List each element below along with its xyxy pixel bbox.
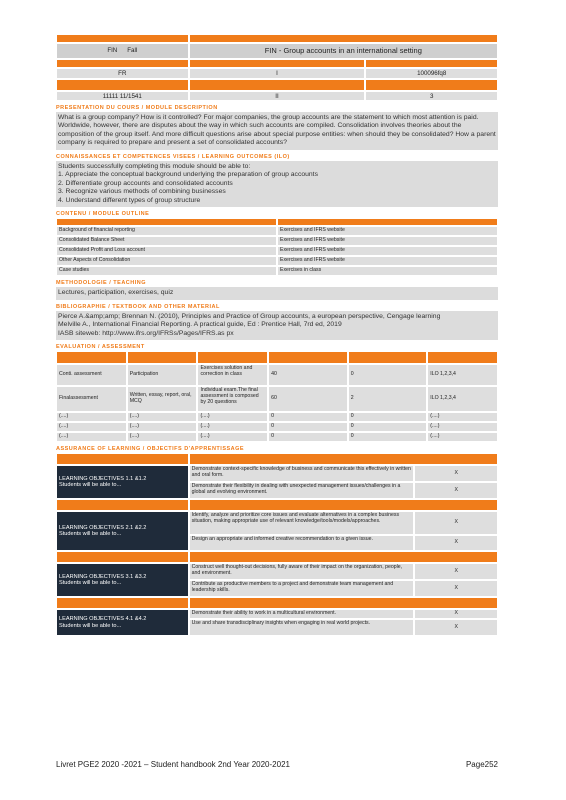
assurance-block: LEARNING OBJECTIVES 3.1 &3.2 Students will be able to... Construct well thought-out decisions, fully aware of their impact on the organization, people, and environment. X Contribute as productive members to a project and demonstrate team management and leadership skills. X: [56, 563, 498, 597]
assurance-block: LEARNING OBJECTIVES 2.1 &2.2 Students will be able to... Identify, analyze and prioritize core issues and evaluate alternatives in a complex business situation, making appropriate use of relevant knowledge/tools/models/approaches. X Design an appropriate and informed creative recommendation to a given issue. X: [56, 511, 498, 551]
outcome-item: 2. Differentiate group accounts and consolidated accounts: [58, 179, 233, 187]
bibliography-line: Pierce A.&amp;amp; Brennan N. (2010), Principles and Practice of Group accounts, a european perspective, Cengage learning: [58, 312, 441, 320]
outcomes-body: [56, 161, 498, 207]
check-mark: X: [414, 580, 498, 597]
course-sheet: [56, 34, 498, 636]
table-row: (....) (....) (....) 0 0 (....): [56, 432, 498, 442]
outcomes-title: CONNAISSANCES ET COMPETENCES VISEES / LEARNING OUTCOMES (ILO): [56, 153, 290, 160]
presentation-title: PRESENTATION DU COURS / MODULE DESCRIPTION: [56, 105, 218, 111]
course-semester: Fall: [127, 47, 138, 55]
footer-handbook-label: Livret PGE2 2020 -2021 – Student handbook 2nd Year 2020-2021: [56, 760, 290, 769]
credits-value: 3: [365, 91, 498, 101]
page-footer: [56, 760, 498, 769]
bibliography-line: Melville A., International Financial Reporting. A practical guide, Ed : Prentice Hall, 7rd ed, 2019: [58, 321, 342, 329]
objective-sub: Students will be able to...: [59, 531, 122, 538]
content-title: CONTENU / MODULE OUTLINE: [56, 211, 150, 218]
table-row: Case studies Exercises in class: [56, 266, 498, 276]
level-value: I: [189, 68, 366, 79]
bibliography-body: [56, 311, 498, 340]
table-row: Finalassessment Written, essay, report, oral, MCQ Individual exam.The final assessment is composed by 20 questions 60 2 ILO 1,2,3,4: [56, 386, 498, 412]
header-row-2-labels: [56, 59, 498, 68]
course-code: FIN: [107, 47, 118, 55]
check-mark: X: [414, 619, 498, 636]
objective-sub: Students will be able to...: [59, 622, 122, 629]
evaluation-title: EVALUATION / ASSESSMENT: [56, 344, 145, 351]
outcome-item: 1. Appreciate the conceptual background underlying the preparation of group accounts: [58, 171, 318, 179]
header-row-2-values: [56, 68, 498, 79]
bibliography-title: BIBLIOGRAPHIE / TEXTBOOK AND OTHER MATERIAL: [56, 303, 220, 310]
hours-value: 11111 11/1541: [56, 91, 189, 101]
table-row: Consolidated Balance Sheet Exercises and IFRS website: [56, 236, 498, 246]
methodology-text: Lectures, participation, exercises, quiz: [56, 287, 498, 299]
evaluation-table: [56, 351, 498, 442]
header-row-3-labels: [56, 79, 498, 91]
table-row: Conti. assessment Participation Exercises solution and correction in class 40 0 ILO 1,2,3,4: [56, 364, 498, 386]
check-mark: X: [414, 535, 498, 551]
check-mark: X: [414, 465, 498, 482]
presentation-text: What is a group company? How is it controlled? For major companies, the group accounts are the statement to which most attention is paid. Worldwide, however, there are disputes about the way in which such accounts are compiled. Consolidation involves theories about the composition of the group itself. And more difficult questions arise about special purpose entities: when should they be consolidated? How a parent company is required to prepare and present a set of consolidated accounts?: [56, 112, 498, 150]
table-row: Consolidated Profit and Loss account Exercises and IFRS website: [56, 246, 498, 256]
objective-title: LEARNING OBJECTIVES 4.1 &4.2: [59, 616, 147, 623]
outcomes-intro: Students successfully completing this module should be able to:: [58, 162, 251, 170]
assurance-title: ASSURANCE OF LEARNING / OBJECTIFS D'APPRENTISSAGE: [56, 446, 245, 453]
table-row: Background of financial reporting Exercises and IFRS website: [56, 226, 498, 236]
page-number: Page252: [465, 760, 498, 769]
header-row-1-values: [56, 43, 498, 59]
check-mark: X: [414, 609, 498, 619]
objective-title: LEARNING OBJECTIVES 1.1 &1.2: [59, 475, 147, 482]
methodology-title: METHODOLOGIE / TEACHING: [56, 280, 147, 287]
content-table: [56, 218, 498, 276]
assurance-table: [56, 453, 498, 636]
check-mark: X: [414, 482, 498, 499]
objective-title: LEARNING OBJECTIVES 3.1 &3.2: [59, 573, 147, 580]
objective-sub: Students will be able to...: [59, 580, 122, 587]
course-id-value: 100096fq8: [365, 68, 498, 79]
header-row-1-labels: [56, 34, 498, 43]
table-row: (....) (....) (....) 0 0 (....): [56, 422, 498, 432]
type-value: II: [189, 91, 366, 101]
outcome-item: 3. Recognize various methods of combining businesses: [58, 188, 226, 196]
table-row: (....) (....) (....) 0 0 (....): [56, 412, 498, 422]
assurance-block: LEARNING OBJECTIVES 4.1 &4.2 Students will be able to... Demonstrate their ability to work in a multicultural environment. X Use and share transdisciplinary insights when engaging in real world projects. X: [56, 609, 498, 636]
objective-sub: Students will be able to...: [59, 482, 122, 489]
outcome-item: 4. Understand different types of group structure: [58, 196, 201, 204]
header-row-3-values: [56, 91, 498, 101]
course-title: FIN - Group accounts in an international setting: [189, 43, 498, 59]
language-value: FR: [56, 68, 189, 79]
check-mark: X: [414, 511, 498, 535]
objective-title: LEARNING OBJECTIVES 2.1 &2.2: [59, 524, 147, 531]
check-mark: X: [414, 563, 498, 580]
table-row: Other Aspects of Consolidation Exercises and IFRS website: [56, 256, 498, 266]
assurance-block: LEARNING OBJECTIVES 1.1 &1.2 Students will be able to... Demonstrate context-specific knowledge of business and communicate this effectively in written and oral form. X Demonstrate their flexibility in dealing with unexpected management issues/challenges in a global and evolving environment. X: [56, 465, 498, 499]
bibliography-line: IASB siteweb: http://www.ifrs.org/IFRSs/Pages/IFRS.as px: [58, 329, 234, 337]
